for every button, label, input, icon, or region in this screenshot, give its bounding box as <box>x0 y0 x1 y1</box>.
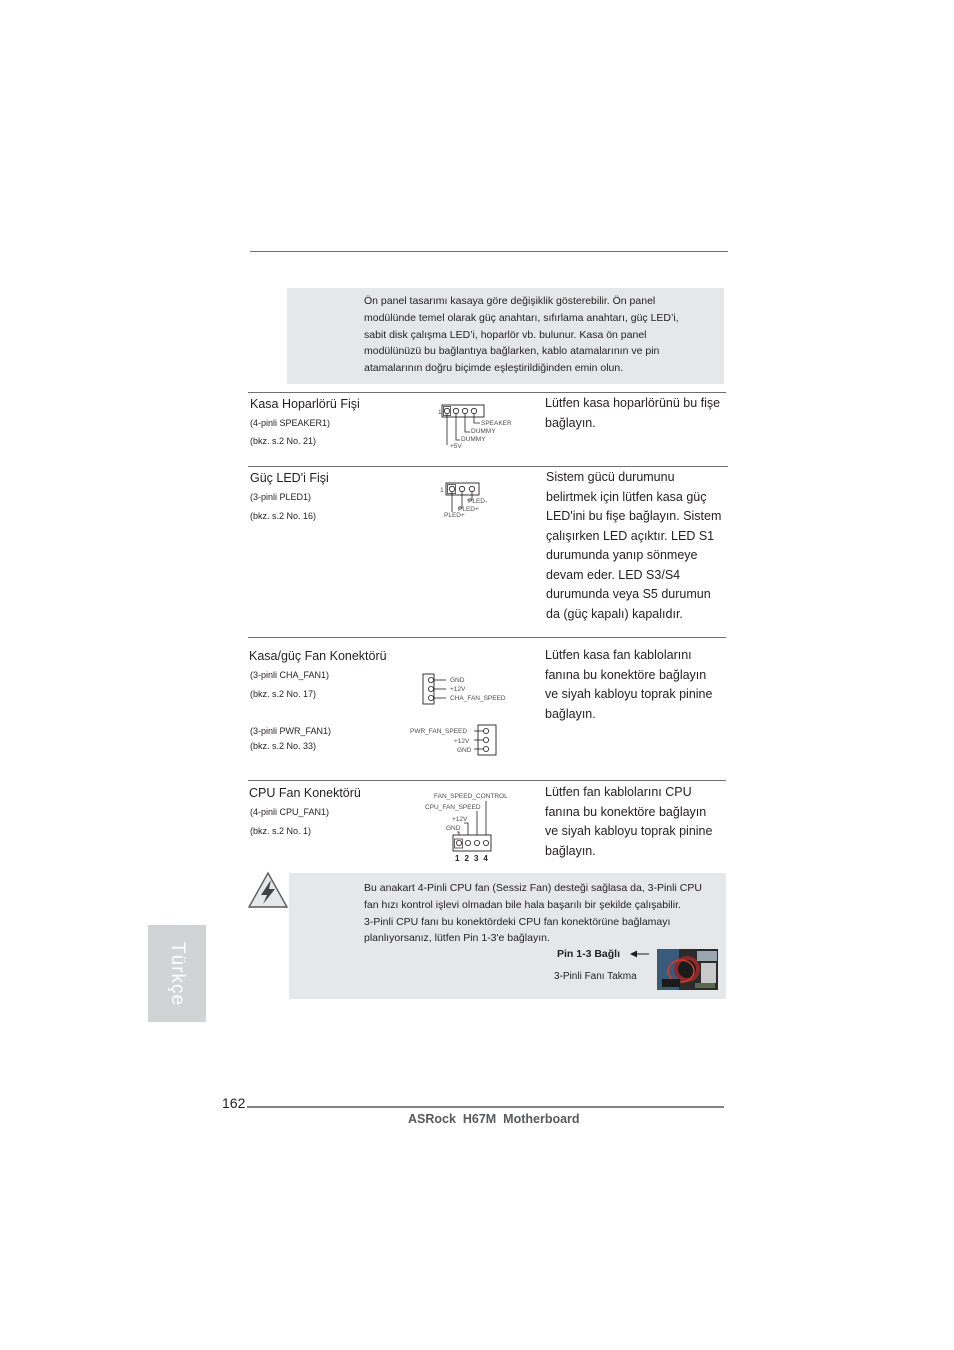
pwr-fan-connector-diagram <box>406 722 502 758</box>
fan-connector-photo <box>657 949 718 990</box>
cpu-fan-model: (4-pinli CPU_FAN1) <box>250 807 330 817</box>
pin-label: +5V <box>450 443 462 450</box>
cpu-fan-description <box>545 783 730 861</box>
desc-line: bağlayın. <box>545 415 596 430</box>
note-line: atamalarının doğru biçimde eşleştirildiğinden emin olun. <box>364 362 624 375</box>
desc-line: durumunda yanıp sönmeye <box>546 548 698 562</box>
cpu-fan-ref: (bkz. s.2 No. 1) <box>250 826 312 836</box>
pin-label: PLED- <box>468 498 488 505</box>
cpu-fan-title: CPU Fan Konektörü <box>249 786 361 800</box>
pin-label: DUMMY <box>461 436 486 443</box>
pin-label: +12V <box>452 816 468 823</box>
note-line: Bu anakart 4-Pinli CPU fan (Sessiz Fan) desteği sağlasa da, 3-Pinli CPU <box>364 882 702 894</box>
speaker-title: Kasa Hoparlörü Fişi <box>250 397 360 411</box>
cha-fan-connector-diagram <box>420 672 520 708</box>
pin-label: GND <box>450 677 465 684</box>
arrow-left-icon <box>630 949 650 959</box>
desc-line: ve siyah kabloyu toprak pinine <box>545 824 713 838</box>
chassis-fan-ref: (bkz. s.2 No. 17) <box>250 689 317 699</box>
desc-line: da (güç kapalı) kapalıdır. <box>546 606 683 621</box>
pin-label: PWR_FAN_SPEED <box>410 728 468 735</box>
pin-label: GND <box>457 747 472 754</box>
desc-line: Lütfen kasa fan kablolarını <box>545 648 692 662</box>
speaker-description <box>545 394 730 433</box>
desc-line: Lütfen fan kablolarını CPU <box>545 785 692 799</box>
pin-connected-label: Pin 1-3 Bağlı <box>557 948 621 960</box>
footer-rule <box>247 1106 724 1108</box>
chassis-fan-model: (3-pinli CHA_FAN1) <box>250 670 330 680</box>
speaker-ref: (bkz. s.2 No. 21) <box>250 436 317 446</box>
top-rule <box>250 251 728 252</box>
note-line: Ön panel tasarımı kasaya göre değişiklik gösterebilir. Ön panel <box>364 295 656 307</box>
desc-line: durumunda veya S5 durumun <box>546 587 711 601</box>
note-line: sabit disk çalışma LED’i, hoparlör vb. bulunur. Kasa ön panel <box>364 328 647 341</box>
chassis-fan-description <box>545 646 730 724</box>
desc-line: Lütfen kasa hoparlörünü bu fişe <box>545 396 721 410</box>
language-tab-label: Türkçe <box>167 941 188 1006</box>
desc-line: çalışırken LED açıktır. LED S1 <box>546 528 715 543</box>
desc-line: fanına bu konektöre bağlayın <box>545 667 707 682</box>
desc-line: LED'ini bu fişe bağlayın. Sistem <box>546 509 722 523</box>
section-divider <box>248 466 728 467</box>
note-line: modülünüzü bu bağlantıya bağlarken, kablo atamalarının ve pin <box>364 345 660 358</box>
section-divider <box>248 392 726 393</box>
pin1-marker: 1 <box>438 409 442 416</box>
pin-label: DUMMY <box>471 428 496 435</box>
desc-line: bağlayın. <box>545 706 596 721</box>
note-line: fan hızı kontrol işlevi olmadan bile hala başarılı bir şekilde çalışabilir. <box>364 898 681 911</box>
page-number: 162 <box>222 1095 246 1111</box>
desc-line: devam eder. LED S3/S4 <box>546 567 681 582</box>
desc-line: fanına bu konektöre bağlayın <box>545 804 707 819</box>
desc-line: belirtmek için lütfen kasa güç <box>546 489 707 504</box>
pin-label: CHA_FAN_SPEED <box>450 695 506 702</box>
power-led-connector-diagram <box>436 481 506 521</box>
pin-numbers: 1 2 3 4 <box>455 854 490 863</box>
pin1-marker: 1 <box>440 487 444 494</box>
power-led-title: Güç LED'i Fişi <box>250 471 329 485</box>
power-fan-ref: (bkz. s.2 No. 33) <box>250 741 317 751</box>
power-led-ref: (bkz. s.2 No. 16) <box>250 511 317 521</box>
pin-label: +12V <box>450 686 466 693</box>
speaker-model: (4-pinli SPEAKER1) <box>250 418 331 428</box>
note-line: modülünde temel olarak güç anahtarı, sıfırlama anahtarı, güç LED’i, <box>364 311 679 324</box>
power-led-description <box>546 468 731 624</box>
warning-lightning-icon <box>247 870 289 910</box>
product-name: ASRock H67M Motherboard <box>408 1112 580 1126</box>
bottom-note-text <box>364 880 726 947</box>
speaker-connector-diagram <box>434 403 524 453</box>
section-divider <box>248 637 726 638</box>
pin-label: PLED+ <box>444 512 465 519</box>
pin-label: PLED+ <box>458 506 479 513</box>
pin-label: FAN_SPEED_CONTROL <box>434 793 508 800</box>
cpu-fan-connector-diagram <box>422 788 522 864</box>
top-note-text <box>364 293 724 377</box>
power-fan-model: (3-pinli PWR_FAN1) <box>250 726 332 736</box>
pin-label: GND <box>446 825 461 832</box>
pin-label: CPU_FAN_SPEED <box>425 804 481 811</box>
chassis-fan-title: Kasa/güç Fan Konektörü <box>249 649 387 663</box>
language-tab <box>148 925 206 1022</box>
fan-caption: 3-Pinli Fanı Takma <box>554 971 637 982</box>
desc-line: Sistem gücü durumunu <box>546 470 675 484</box>
pin-label: SPEAKER <box>481 420 512 427</box>
section-divider <box>248 780 726 781</box>
power-led-model: (3-pinli PLED1) <box>250 492 312 502</box>
desc-line: bağlayın. <box>545 843 596 858</box>
note-line: planlıyorsanız, lütfen Pin 1-3'e bağlayın. <box>364 932 550 945</box>
note-line: 3-Pinli CPU fanı bu konektördeki CPU fan konektörüne bağlamayı <box>364 915 671 928</box>
desc-line: ve siyah kabloyu toprak pinine <box>545 687 713 701</box>
pin-label: +12V <box>454 738 470 745</box>
